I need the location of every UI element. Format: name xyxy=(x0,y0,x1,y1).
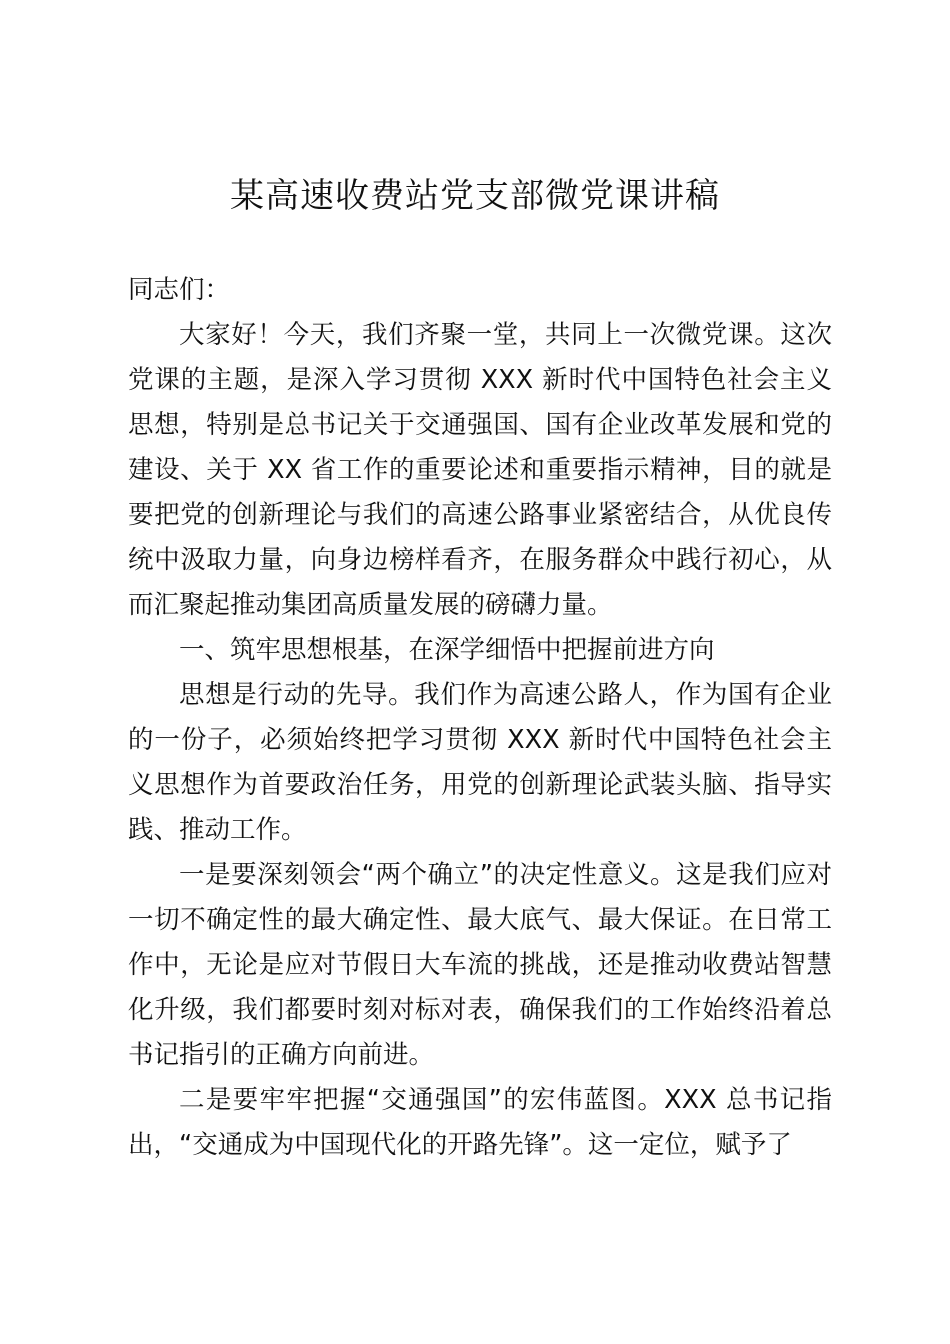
section-heading-1: 一、筑牢思想根基，在深学细悟中把握前进方向 xyxy=(179,635,715,665)
document-title: 某高速收费站党支部微党课讲稿 xyxy=(230,176,720,216)
paragraph-point-2: 二是要牢牢把握“交通强国”的宏伟蓝图。XXX 总书记指出，“交通成为中国现代化的开路先锋”。这一定位，赋予了 xyxy=(128,1085,832,1160)
paragraph-thought: 思想是行动的先导。我们作为高速公路人，作为国有企业的一份子，必须始终把学习贯彻 XXX 新时代中国特色社会主义思想作为首要政治任务，用党的创新理论武装头脑、指导实践、推动工作。 xyxy=(128,680,832,845)
paragraph-intro: 大家好！今天，我们齐聚一堂，共同上一次微党课。这次党课的主题，是深入学习贯彻 XXX 新时代中国特色社会主义思想，特别是总书记关于交通强国、国有企业改革发展和党的建设、关于 XX 省工作的重要论述和重要指示精神，目的就是要把党的创新理论与我们的高速公路事业紧密结合，从优良传统中汲取力量，向身边榜样看齐，在服务群众中践行初心，从而汇聚起推动集团高质量发展的磅礴力量。 xyxy=(128,320,832,620)
paragraph-point-1: 一是要深刻领会“两个确立”的决定性意义。这是我们应对一切不确定性的最大确定性、最大底气、最大保证。在日常工作中，无论是应对节假日大车流的挑战，还是推动收费站智慧化升级，我们都要时刻对标对表，确保我们的工作始终沿着总书记指引的正确方向前进。 xyxy=(128,860,832,1070)
document-body xyxy=(128,268,832,1168)
salutation: 同志们： xyxy=(128,275,231,305)
